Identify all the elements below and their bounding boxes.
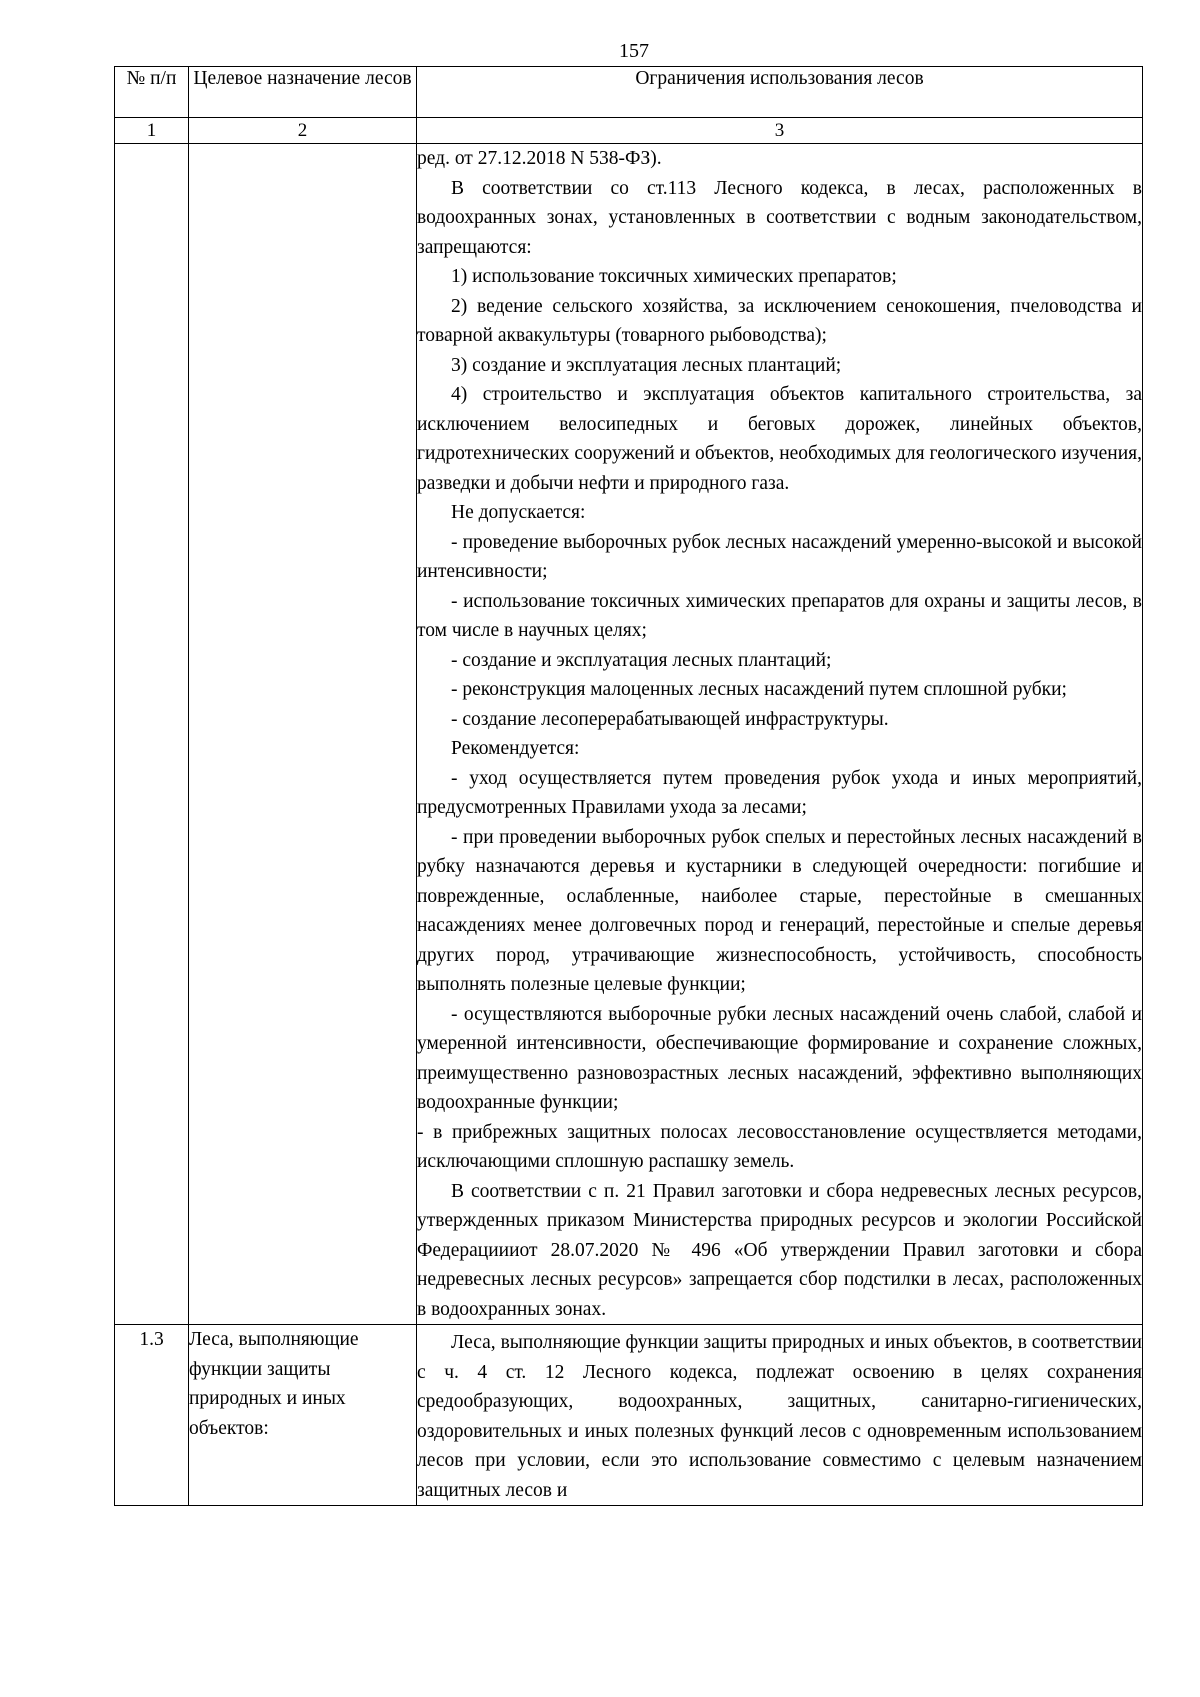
paragraph: 4) строительство и эксплуатация объектов капитального строительства, за исключением велосипедных и беговых дорожек, линейных объектов, гидротехнических сооружений и объектов, необходимых для геологического изучения, разведки и добычи нефти и природного газа.: [417, 384, 1142, 494]
row-number: [115, 144, 189, 1325]
paragraph: - в прибрежных защитных полосах лесовосстановление осуществляется методами, исключающими сплошную распашку земель.: [417, 1121, 1142, 1172]
paragraph: Леса, выполняющие функции защиты природных и иных объектов, в соответствии с ч. 4 ст. 12 Лесного кодекса, подлежат освоению в целях сохранения средообразующих, водоохранных, защитных, санитарно-гигиенических, оздоровительных и иных полезных функций лесов с одновременным использованием лесов при условии, если это использование совместимо с целевым назначением защитных лесов и: [417, 1332, 1142, 1501]
row-restrictions: [417, 1325, 1143, 1506]
table-row: [115, 1325, 1143, 1506]
paragraph: Рекомендуется:: [451, 738, 580, 759]
paragraph: - осуществляются выборочные рубки лесных насаждений очень слабой, слабой и умеренной интенсивности, обеспечивающие формирование и сохранение сложных, преимущественно разновозрастных лесных насаждений, эффективно выполняющих водоохранные функции;: [417, 1003, 1142, 1113]
paragraph: 3) создание и эксплуатация лесных плантаций;: [451, 354, 842, 376]
row-purpose: Леса, выполняющие функции защиты природных и иных объектов:: [189, 1325, 417, 1506]
paragraph: - проведение выборочных рубок лесных насаждений умеренно-высокой и высокой интенсивности;: [417, 531, 1142, 582]
header-purpose: Целевое назначение лесов: [189, 67, 417, 118]
row-purpose: [189, 144, 417, 1325]
paragraph: - уход осуществляется путем проведения рубок ухода и иных мероприятий, предусмотренных Правилами ухода за лесами;: [417, 767, 1142, 818]
paragraph: 2) ведение сельского хозяйства, за исключением сенокошения, пчеловодства и товарной аквакультуры (товарного рыбоводства);: [417, 295, 1142, 346]
paragraph: В соответствии с п. 21 Правил заготовки и сбора недревесных лесных ресурсов, утвержденных приказом Министерства природных ресурсов и экологии Российской Федерациииот 28.07.2020 № 496 «Об утверждении Правил заготовки и сбора недревесных лесных ресурсов» запрещается сбор подстилки в лесах, расположенных в водоохранных зонах.: [417, 1180, 1142, 1320]
paragraph: 1) использование токсичных химических препаратов;: [451, 266, 897, 287]
header-restrictions: Ограничения использования лесов: [417, 67, 1143, 118]
header-number: № п/п: [115, 67, 189, 118]
paragraph: ред. от 27.12.2018 N 538-ФЗ).: [417, 148, 662, 169]
paragraph: Не допускается:: [451, 502, 586, 523]
row-number: 1.3: [115, 1325, 189, 1506]
paragraph: - создание лесоперерабатывающей инфраструктуры.: [451, 708, 889, 730]
column-number-3: 3: [417, 118, 1143, 144]
table-header-row: [115, 67, 1143, 118]
paragraph: В соответствии со ст.113 Лесного кодекса, в лесах, расположенных в водоохранных зонах, установленных в соответствии с водным законодательством, запрещаются:: [417, 177, 1142, 258]
column-number-row: [115, 118, 1143, 144]
paragraph: - использование токсичных химических препаратов для охраны и защиты лесов, в том числе в научных целях;: [417, 590, 1142, 641]
paragraph: - при проведении выборочных рубок спелых и перестойных лесных насаждений в рубку назначаются деревья и кустарники в следующей очередности: погибшие и поврежденные, ослабленные, наиболее старые, перестойные в смешанных насаждениях менее долговечных пород и генераций, перестойные и спелые деревья других пород, утрачивающие жизнеспособность, устойчивость, способность выполнять полезные целевые функции;: [417, 826, 1142, 995]
paragraph: - реконструкция малоценных лесных насаждений путем сплошной рубки;: [451, 679, 1067, 700]
column-number-1: 1: [115, 118, 189, 144]
row-restrictions: [417, 144, 1143, 1325]
paragraph: - создание и эксплуатация лесных плантаций;: [451, 649, 832, 671]
table-row: [115, 144, 1143, 1325]
column-number-2: 2: [189, 118, 417, 144]
page-number: 157: [619, 40, 649, 62]
forest-restrictions-table: [114, 66, 1143, 1506]
